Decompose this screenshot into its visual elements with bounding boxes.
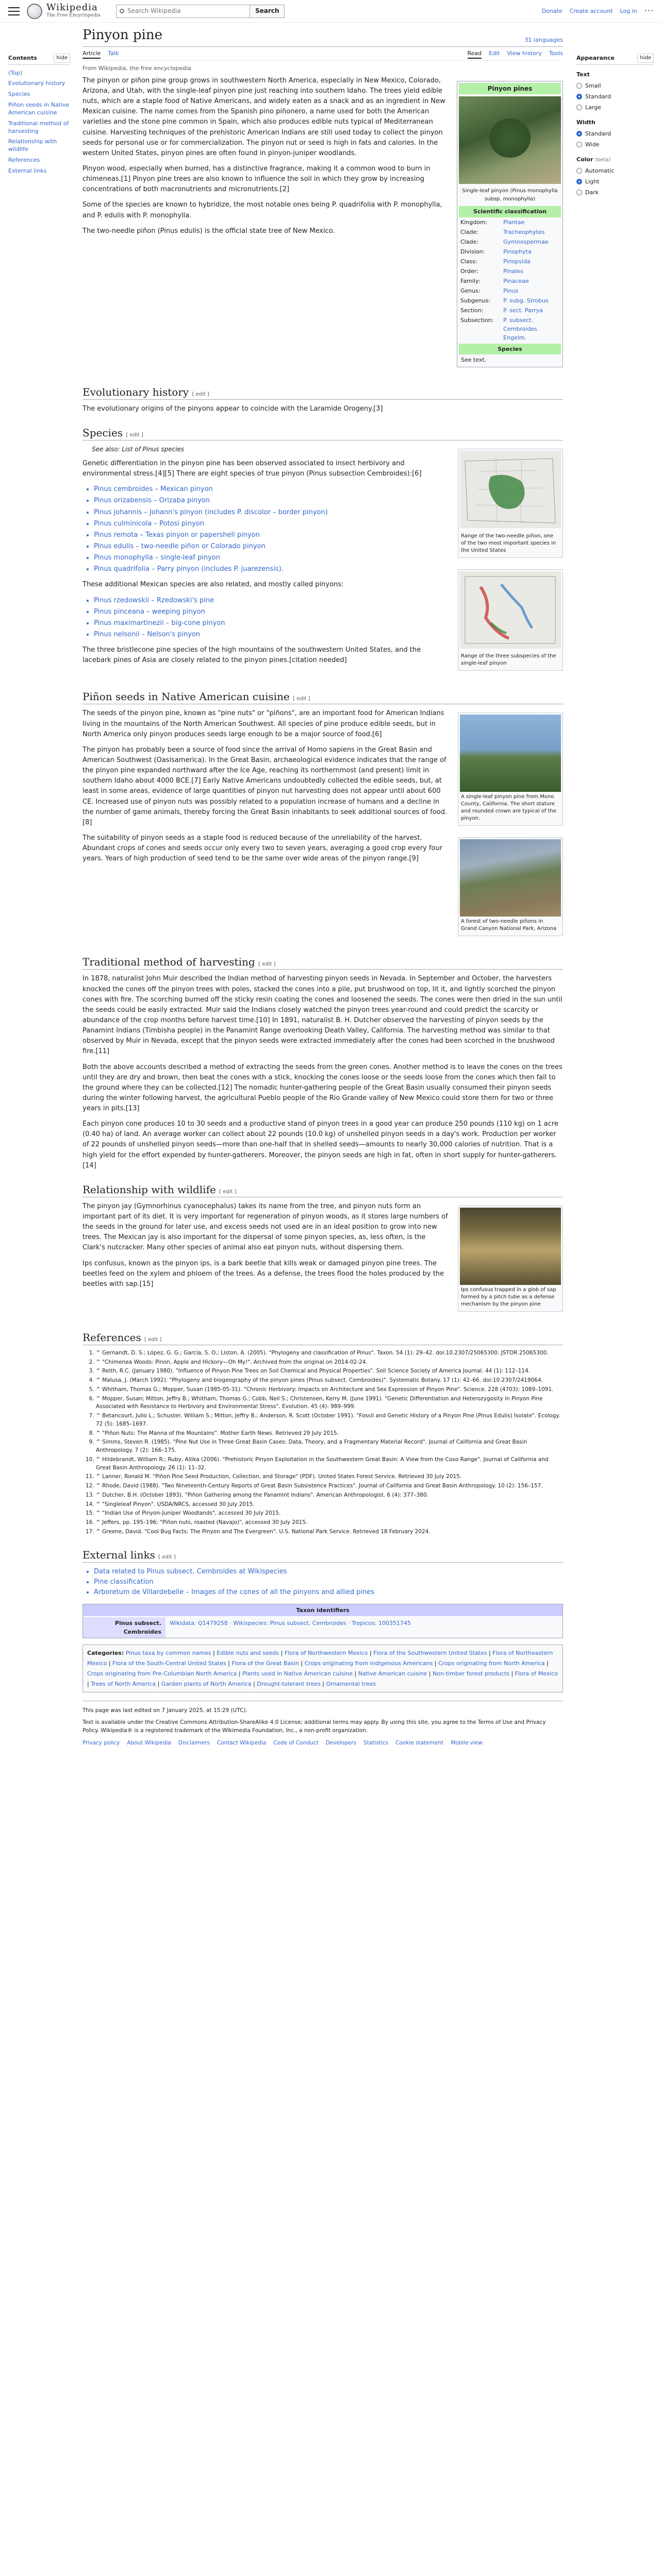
infobox-value[interactable]: Plantae (503, 218, 525, 226)
edit-section-link[interactable]: [ edit ] (219, 1189, 237, 1195)
figure-caption: Range of the two-needle piñon, one of the two most important species in the United States (461, 533, 556, 553)
wildlife-paragraph-1: The pinyon jay (Gymnorhinus cyanocephalus) takes its name from the tree, and pinyon nuts form an important part of its diet. It is very important for regeneration of pinyon woods, as it stores large numbers of the seeds in the ground for later use, and excess seeds not used are in an ideal position to grow into new trees. The Mexican jay is also important for the dispersal of some pinyon species, as, less often, is the Clark's nutcracker. Many other species of animal also eat pinyon nuts, without dispersing them. (82, 1202, 448, 1252)
infobox-row (459, 266, 561, 276)
search-form (116, 5, 285, 18)
radio-label: Large (585, 104, 601, 111)
edit-section-link[interactable]: [ edit ] (158, 1554, 176, 1560)
infobox-value[interactable]: Pinaceae (503, 277, 529, 284)
toc-title: Contents (8, 55, 37, 62)
list-item[interactable]: • Pinus johannis – Johann's pinyon (includes P. discolor – border pinyon) (94, 507, 563, 518)
heading-external-links (82, 1548, 563, 1563)
appearance-header (576, 54, 654, 65)
infobox-value[interactable]: Pinopsida (503, 258, 531, 265)
infobox-key: Class: (460, 258, 477, 265)
navbox-row (83, 1616, 562, 1638)
reference-item[interactable]: 3. ^ Reith, R.C. (January 1980). "Influence of Pinyon Pine Trees on Soil Chemical and Physical Properties". Soil Science Society of America Journal. 44 (1): 112–114. (96, 1367, 563, 1376)
login-link[interactable]: Log in (620, 7, 637, 14)
title-row (82, 23, 563, 47)
radio-selected-icon (576, 94, 582, 99)
heading-text: References (82, 1331, 141, 1344)
list-item[interactable]: • Pinus maximartinezii – big-cone pinyon (94, 618, 563, 629)
page-tabs (82, 49, 563, 61)
figure-caption: Ips confusus trapped in a glob of sap formed by a pitch tube as a defense mechanism by the pinyon pine (461, 1286, 556, 1307)
toc-item-cuisine[interactable]: Piñon seeds in Native American cuisine (8, 101, 70, 116)
reference-item[interactable]: 13. ^ Dutcher, B.H. (October 1893). "Piñon Gathering among the Panamint Indians". American Anthropologist. 6 (4): 377–380. (96, 1492, 563, 1500)
beta-badge: (beta) (595, 157, 611, 163)
color-light-radio[interactable] (576, 176, 654, 187)
harvest-paragraph-3: Each pinyon cone produces 10 to 30 seeds and a productive stand of pinyon trees in a good year can produce 250 pounds (110 kg) on 1 acre (0.40 ha) of land. An average worker can collect about 22 pounds (10.0 kg) of unshelled pinyon seeds in a day's work. Production per worker of 22 pounds of unshelled pinyon seeds—more than one-half that in shelled seeds—amounts to nearly 30,000 calories of nutrition. That is a high yield for the effort expended by hunter-gatherers. Moreover, the pinyon seeds are high in fat, often in short supply for hunter-gatherers.[14] (82, 1120, 558, 1170)
infobox-value[interactable]: Pinales (503, 267, 523, 275)
toc-hide-button[interactable]: hide (54, 54, 70, 63)
logo-wordmark: Wikipedia (46, 2, 98, 13)
range-map-image[interactable] (460, 571, 561, 649)
page-footer (82, 1701, 563, 1762)
wikipedia-globe-icon[interactable] (27, 4, 42, 19)
category-link[interactable]: Drought-tolerant trees (257, 1680, 321, 1687)
appearance-panel (576, 23, 654, 1762)
from-wikipedia: From Wikipedia, the free encyclopedia (82, 64, 191, 72)
heading-evolutionary-history (82, 385, 563, 400)
infobox-key: Subsection: (460, 317, 494, 324)
edit-section-link[interactable]: [ edit ] (144, 1336, 162, 1343)
radio-label: Light (585, 178, 600, 185)
navbox-title: Taxon identifiers (83, 1604, 562, 1616)
radio-label: Wide (585, 141, 600, 148)
infobox-row (459, 247, 561, 257)
appearance-hide-button[interactable]: hide (637, 54, 654, 63)
radio-label: Automatic (585, 167, 615, 175)
infobox-value[interactable]: Tracheophytes (503, 228, 545, 235)
toc-item-top[interactable]: (Top) (8, 69, 23, 76)
heading-references (82, 1330, 563, 1345)
intro-paragraph-4: The two-needle piñon (Pinus edulis) is the official state tree of New Mexico. (82, 227, 335, 235)
heading-text: Relationship with wildlife (82, 1183, 216, 1196)
figure-caption: Range of the three subspecies of the single-leaf pinyon (461, 653, 556, 667)
table-of-contents (8, 23, 70, 1762)
navbox-value[interactable]: Wikidata: Q1479258 · Wikispecies: Pinus subsect. Cembroides · Tropicos: 100351745 (166, 1617, 562, 1638)
heading-cuisine (82, 689, 563, 704)
logo-tagline: The Free Encyclopedia (46, 12, 101, 18)
see-also-hatnote[interactable]: See also: List of Pinus species (92, 446, 185, 453)
tab-article[interactable]: Article (82, 49, 101, 59)
infobox-row (459, 237, 561, 247)
tab-edit[interactable]: Edit (489, 49, 500, 57)
tab-talk[interactable]: Talk (108, 49, 119, 57)
category-link[interactable]: Flora of the South-Central United States (112, 1660, 226, 1667)
toc-list (8, 68, 70, 177)
category-link[interactable]: Trees of North America (91, 1680, 156, 1687)
category-link[interactable]: Crops originating from indigenous Americans (304, 1660, 433, 1667)
infobox (457, 81, 563, 367)
edit-section-link[interactable]: [ edit ] (293, 696, 310, 702)
search-icon (120, 9, 124, 13)
list-item[interactable]: • Pinus orizabensis – Orizaba pinyon (94, 496, 563, 506)
edit-section-link[interactable]: [ edit ] (258, 961, 276, 968)
footer-link[interactable]: Contact Wikipedia (217, 1740, 267, 1747)
logo[interactable] (46, 3, 101, 20)
header (0, 0, 662, 23)
category-link[interactable]: Crops originating from Pre-Columbian North America (87, 1670, 237, 1677)
infobox-key: Order: (460, 267, 478, 275)
category-link[interactable]: Pinus taxa by common names (125, 1650, 211, 1657)
user-links (542, 5, 654, 18)
radio-label: Dark (585, 189, 599, 196)
infobox-key: Genus: (460, 287, 481, 294)
infobox-value[interactable]: P. sect. Parrya (503, 307, 543, 314)
pinyon-tree-photo[interactable] (460, 715, 561, 792)
footer-links (82, 1739, 563, 1747)
edit-section-link[interactable]: [ edit ] (126, 432, 143, 438)
infobox-species-heading: Species (459, 344, 561, 354)
intro-paragraph-1: The pinyon or piñon pine group grows in southwestern North America, especially in New Mexico, Colorado, Arizona, and Utah, with the single-leaf pinyon pine just reaching into southern Idaho. The trees yield edible nuts, which are a staple food of Native Americans, and widely eaten as a snack and as an ingredient in New Mexican cuisine. The name comes from the Spanish pino piñonero, a name used for both the American varieties and the stone pine common in Spain, which also produces edible nuts typical of Mediterranean cuisine. Harvesting techniques of the prehistoric American Indians are still used today to collect the pinyon seeds for personal use or for commercialization. The pinyon nut or seed is high in fats and calories. In the western United States, pinyon pines are often found in pinyon-juniper woodlands. (82, 76, 445, 157)
infobox-key: Clade: (460, 238, 478, 245)
color-automatic-radio[interactable] (576, 165, 654, 176)
list-item[interactable]: • Pinus rzedowskii – Rzedowski's pine (94, 596, 563, 606)
color-label (576, 155, 654, 164)
infobox-row (459, 315, 561, 343)
tab-tools[interactable]: Tools (549, 49, 563, 57)
heading-harvesting (82, 955, 563, 970)
license-text: Text is available under the Creative Commons Attribution-ShareAlike 4.0 License; additional terms may apply. By using this site, you agree to the Terms of Use and Privacy Policy. Wikipedia® is a registered trademark of the Wikimedia Foundation, Inc., a non-profit organization. (82, 1719, 546, 1734)
infobox-title: Pinyon pines (459, 83, 561, 95)
figure-range-map-monophylla (458, 569, 563, 671)
species-paragraph-2: These additional Mexican species are also related, and mostly called pinyons: (82, 581, 344, 589)
navbox-key: Pinus subsect. Cembroides (83, 1617, 166, 1638)
radio-selected-icon (576, 179, 582, 184)
footer-link[interactable]: Disclaimers (178, 1740, 210, 1747)
figure-range-map-edulis (458, 449, 563, 558)
infobox-row (459, 276, 561, 286)
categories-label: Categories: (87, 1650, 124, 1657)
radio-icon (576, 190, 582, 195)
reference-item[interactable]: 16. ^ Jeffers, pp. 195–196; "Piñon nuts, roasted (Navajo)", accessed 30 July 2015. (96, 1519, 563, 1527)
toc-header (8, 54, 70, 65)
list-item[interactable]: • Data related to Pinus subsect. Cembroides at Wikispecies (94, 1567, 563, 1577)
reference-item[interactable]: 17. ^ Greene, David. "Cool Bug Facts: The Pinyon and The Evergreen". U.S. National Park Service. Retrieved 18 February 2024. (96, 1528, 563, 1536)
species-paragraph-1: Genetic differentiation in the pinyon pine has been observed associated to insect herbivory and environmental stress.[4][5] There are eight species of true pinyon (Pinus subsection Cembroides):[6] (82, 459, 422, 478)
width-label: Width (576, 118, 595, 126)
width-standard-radio[interactable] (576, 128, 654, 139)
reference-item[interactable]: 11. ^ Lanner, Ronald M. "Piñon Pine Seed Production, Collection, and Storage" (PDF). United States Forest Service. Retrieved 30 July 2015. (96, 1473, 563, 1481)
infobox-key: Division: (460, 248, 485, 255)
reference-item[interactable]: 12. ^ Rhode, David (1988). "Two Nineteenth-Century Reports of Great Basin Subsistence Practices". Journal of California and Great Basin Anthropology. 10 (2): 156–157. (96, 1482, 563, 1490)
heading-text: Evolutionary history (82, 386, 189, 399)
categories-box: Categories: Pinus taxa by common names | Edible nuts and seeds | Flora of Northwestern Mexico | Flora of the Southwestern United States | Flora of Northeastern Mexico | Flora of the South-Central United States | Flora of the Great Basin | Crops originating from indigenous Americans | Crops originating from North America | Crops originating from Pre-Columbian North America | Plants used in Native American cuisine | Native American cuisine | Non-timber forest products | Flora of Mexico | Trees of North America | Garden plants of North America | Drought-tolerant trees | Ornamental trees (82, 1645, 563, 1692)
donate-link[interactable]: Donate (541, 7, 562, 14)
taxon-identifiers-navbox (82, 1604, 563, 1638)
last-edited-text: This page was last edited on 7 January 2025, at 15:29 (UTC). (82, 1707, 247, 1714)
wildlife-section (82, 1182, 563, 1319)
category-link[interactable]: Non-timber forest products (433, 1670, 510, 1677)
figure-caption: A forest of two-needle piñons in Grand Canyon National Park, Arizona (461, 919, 557, 932)
list-item[interactable]: • Arboretum de Villardebelle – Images of the cones of all the pinyons and allied pines (94, 1587, 563, 1598)
infobox-species-text: See text. (461, 357, 487, 364)
reference-item[interactable]: 9. ^ Simms, Steven R. (1985). "Pine Nut Use in Three Great Basin Cases: Data, Theory, and a Fragmentary Material Record". Journal of California and Great Basin Anthropology. 7 (2): 166–175. (96, 1438, 563, 1455)
toc-item-external-links[interactable]: External links (8, 167, 47, 174)
appearance-title: Appearance (576, 55, 615, 61)
list-item[interactable]: • Pinus pinceana – weeping pinyon (94, 607, 563, 617)
page-title: Pinyon pine (82, 27, 162, 43)
category-link[interactable]: Flora of the Great Basin (231, 1660, 300, 1667)
species-section (82, 426, 563, 678)
list-item[interactable]: • Pine classification (94, 1577, 563, 1587)
infobox-classification-table (459, 217, 561, 343)
infobox-image[interactable] (459, 96, 561, 184)
radio-selected-icon (576, 131, 582, 137)
list-item[interactable]: • Pinus quadrifolia – Parry pinyon (includes P. juarezensis). (94, 564, 563, 574)
main-menu-icon[interactable] (8, 7, 20, 15)
infobox-key: Kingdom: (460, 218, 488, 226)
intro-paragraph-2: Pinyon wood, especially when burned, has a distinctive fragrance, making it a common wood to burn in chimeneas.[1] Pinyon pine trees are also known to influence the soil in which they grow by increasing concentrations of both macronutrients and micronutrients.[2] (82, 165, 431, 194)
list-item[interactable]: • Pinus remota – Texas pinyon or papershell pinyon (94, 530, 563, 540)
radio-label: Small (585, 82, 601, 89)
color-label-text: Color (576, 156, 593, 163)
harvest-paragraph-1: In 1878, naturalist John Muir described the Indian method of harvesting pinyon seeds in Nevada. In September and October, the harvesters knocked the cones off the pinyon trees with poles, stacked the cones into a pile, put brushwood on top, lit it, and lightly scorched the pinyon cones with fire. The scorching burned off the sticky resin coating the cones and loosened the seeds. The cones were then dried in the sun until the seeds could be easily extracted. Muir said the Indians closely watched the pinyon trees year-round and could predict the scarcity or abundance of the crop months before harvest time.[10] In 1891, naturalist B. H. Dutcher observed the harvesting of pinyon seeds by the Panamint Indians (Timbisha people) in the Panamint Range overlooking Death Valley, California. The harvesting method was similar to that observed by Muir in Nevada, except that the pinyon seeds were extracted immediately after the cones had been scorched in the brushwood fire.[11] (82, 975, 562, 1056)
infobox-value[interactable]: P. subg. Strobus (503, 297, 549, 304)
category-link[interactable]: Flora of the Southwestern United States (373, 1650, 487, 1657)
list-item[interactable]: • Pinus nelsonii – Nelson's pinyon (94, 630, 563, 640)
infobox-value[interactable]: P. subsect. Cembroides Engelm. (503, 317, 537, 342)
reference-item[interactable]: 10. ^ Hildebrandt, William R.; Ruby, Allika (2006). "Prehistoric Pinyon Exploitation in the Southwestern Great Basin: A View from the Coso Range". Journal of California and Great Basin Anthropology. 26 (1): 11–32. (96, 1456, 563, 1472)
footer-link[interactable]: Statistics (363, 1740, 389, 1747)
infobox-row (459, 296, 561, 306)
heading-species (82, 426, 563, 440)
evolution-paragraph: The evolutionary origins of the pinyons appear to coincide with the Laramide Orogeny.[3] (82, 405, 383, 413)
search-input[interactable] (116, 5, 250, 18)
cuisine-paragraph-1: The seeds of the pinyon pine, known as "pine nuts" or "piñons", are an important food for American Indians living in the mountains of the North American Southwest. All species of pine produce edible seeds, but in North America only pinyon produces seeds large enough to be a major source of food.[6] (82, 709, 444, 738)
text-size-small-radio[interactable] (576, 80, 654, 91)
infobox-value[interactable]: Gymnospermae (503, 238, 549, 245)
infobox-row (459, 286, 561, 296)
footer-link[interactable]: Code of Conduct (273, 1740, 319, 1747)
infobox-caption: Single-leaf pinyon (Pinus monophylla subsp. monophylla) (462, 188, 558, 202)
cuisine-section (82, 689, 563, 943)
infobox-value[interactable]: Pinophyta (503, 248, 532, 255)
footer-link[interactable]: About Wikipedia (127, 1740, 171, 1747)
figure-ips-confusus (458, 1206, 563, 1312)
infobox-key: Section: (460, 307, 484, 314)
footer-link[interactable]: Mobile view (451, 1740, 483, 1747)
heading-text: Species (82, 427, 123, 439)
footer-link[interactable]: Developers (325, 1740, 357, 1747)
category-link[interactable]: Ornamental trees (326, 1680, 376, 1687)
reference-item[interactable]: 14. ^ "Singleleaf Pinyon". USDA/NRCS, accessed 30 July 2015. (96, 1501, 563, 1509)
range-map-image[interactable] (460, 451, 561, 528)
search-button[interactable]: Search (250, 5, 285, 18)
category-link[interactable]: Crops originating from North America (438, 1660, 545, 1667)
category-link[interactable]: Garden plants of North America (161, 1680, 252, 1687)
reference-item[interactable]: 15. ^ "Indian Use of Pinyon-Juniper Woodlands", accessed 30 July 2015. (96, 1510, 563, 1518)
infobox-key: Family: (460, 277, 481, 284)
edit-section-link[interactable]: [ edit ] (192, 392, 209, 398)
category-link[interactable]: Flora of Northeastern Mexico (87, 1650, 553, 1667)
beetle-photo[interactable] (460, 1208, 561, 1285)
tab-view-history[interactable]: View history (507, 49, 542, 57)
color-dark-radio[interactable] (576, 187, 654, 198)
list-item[interactable]: • Pinus edulis – two-needle piñon or Colorado pinyon (94, 541, 563, 552)
reference-item[interactable]: 7. ^ Betancourt, Julio L.; Schuster, William S.; Mitton, Jeffry B.; Anderson, R. Scott (October 1991). "Fossil and Genetic History of a Pinyon Pine (Pinus Edulis) Isolate". Ecology. 72 (5): 1685–1697. (96, 1412, 563, 1429)
infobox-classification-heading: Scientific classification (459, 206, 561, 217)
toc-item-species[interactable]: Species (8, 91, 30, 98)
external-links-list (82, 1567, 563, 1598)
radio-icon (576, 168, 582, 174)
infobox-row (459, 306, 561, 315)
infobox-key: Subgenus: (460, 297, 491, 304)
infobox-row (459, 257, 561, 266)
footer-link[interactable]: Privacy policy (82, 1740, 120, 1747)
tab-read[interactable]: Read (468, 49, 482, 59)
cuisine-paragraph-3: The suitability of pinyon seeds as a staple food is reduced because of the unreliability of the harvest. Abundant crops of cones and seeds occur only every two to seven years, averaging a good crop every four years. Years of high production of seed tend to be the same over wide areas of the pinyon range.[9] (82, 834, 442, 863)
infobox-row (459, 217, 561, 227)
text-size-large-radio[interactable] (576, 102, 654, 113)
species-paragraph-3: The three bristlecone pine species of the high mountains of the southwestern United States, and the lacebark pines of Asia are closely related to the pinyon pines.[citation needed] (82, 646, 421, 665)
width-wide-radio[interactable] (576, 139, 654, 150)
radio-icon (576, 142, 582, 147)
toc-item-wildlife[interactable]: Relationship with wildlife (8, 138, 57, 153)
search-placeholder: Search Wikipedia (127, 7, 181, 15)
radio-label: Standard (585, 93, 611, 100)
languages-button[interactable]: 31 languages (524, 36, 563, 43)
radio-icon (576, 105, 582, 110)
figure-caption: A single-leaf pinyon pine from Mono County, California. The short stature and rounded crown are typical of the pinyon. (461, 794, 557, 822)
text-size-label: Text (576, 71, 590, 78)
infobox-value[interactable]: Pinus (503, 287, 519, 294)
figure-single-leaf-pinyon (458, 713, 563, 826)
reference-item[interactable]: 2. ^ "Chimenea Woods: Pinon, Apple and Hickory—Oh My!". Archived from the original on 2014-02-24. (96, 1359, 563, 1367)
list-item[interactable]: • Pinus cembroides – Mexican pinyon (94, 484, 563, 495)
reference-item[interactable]: 1. ^ Gernandt, D. S.; López, G. G.; García, S. O.; Liston, A. (2005). "Phylogeny and classification of Pinus". Taxon. 54 (1): 29–42. doi:10.2307/25065300. JSTOR 25065300. (96, 1349, 563, 1358)
wildlife-paragraph-2: Ips confusus, known as the pinyon ips, is a bark beetle that kills weak or damaged pinyon pine trees. The beetles feed on the xylem and phloem of the trees. As a defense, the trees flood the holes produced by the beetles with sap.[15] (82, 1259, 444, 1288)
heading-text: External links (82, 1548, 155, 1561)
category-link[interactable]: Native American cuisine (358, 1670, 427, 1677)
category-link[interactable]: Plants used in Native American cuisine (242, 1670, 353, 1677)
heading-text: Traditional method of harvesting (82, 956, 255, 969)
heading-text: Piñon seeds in Native American cuisine (82, 690, 290, 703)
list-item[interactable]: • Pinus monophylla – single-leaf pinyon (94, 553, 563, 563)
reference-item[interactable]: 6. ^ Mopper, Susan; Mitton, Jeffry B.; Whitham, Thomas G.; Cobb, Neil S.; Christensen, Kerry M. (June 1991). "Genetic Differentiation and Heterozygosity in Pinyon Pine Associated with Resistance to Herbivory and Environmental Stress". Evolution. 45 (4): 989–999. (96, 1395, 563, 1412)
list-item[interactable]: • Pinus culminicola – Potosi pinyon (94, 519, 563, 529)
pinyon-forest-photo[interactable] (460, 839, 561, 917)
reference-item[interactable]: 4. ^ Malusa, J. (March 1992). "Phylogeny and biogeography of the pinyon pines (Pinus subsect. Cembroides)". Systematic Botany. 17 (1): 42–66. doi:10.2307/2419064. (96, 1377, 563, 1385)
category-link[interactable]: Edible nuts and seeds (217, 1650, 279, 1657)
category-link[interactable]: Flora of Northwestern Mexico (284, 1650, 368, 1657)
intro-paragraph-3: Some of the species are known to hybridize, the most notable ones being P. quadrifolia with P. monophylla, and P. edulis with P. monophylla. (82, 201, 442, 219)
category-link[interactable]: Flora of Mexico (515, 1670, 558, 1677)
intro-section (82, 76, 563, 374)
cuisine-paragraph-2: The pinyon has probably been a source of food since the arrival of Homo sapiens in the Great Basin and American Southwest (Oasisamerica). In the Great Basin, archaeological evidence indicates that the range of the pinyon pine expanded northward after the Ice Age, reaching its northernmost (and present) limit in southern Idaho about 4000 BCE.[7] Early Native Americans undoubtedly collected the edible seeds, but, at least in some areas, evidence of large quantities of pinyon nut harvesting does not appear until about 600 CE. Increased use of pinyon nuts was possibly related to a population increase of humans and a decline in the number of game animals, thereby forcing the Great Basin inhabitants to seek additional sources of food.[8] (82, 745, 448, 826)
figure-pinyon-forest (458, 837, 563, 936)
references-list (82, 1349, 563, 1536)
more-options-icon[interactable]: ··· (644, 6, 654, 16)
reference-item[interactable]: 8. ^ "Piñon Nuts: The Manna of the Mountains". Mother Earth News. Retrieved 29 July 2015. (96, 1430, 563, 1438)
reference-item[interactable]: 5. ^ Whitham, Thomas G.; Mopper, Susan (1985-05-31). "Chronic Herbivory: Impacts on Architecture and Sex Expression of Pinyon Pine". Science. 228 (4703): 1089–1091. (96, 1386, 563, 1394)
article (70, 23, 576, 1762)
create-account-link[interactable]: Create account (569, 7, 613, 14)
infobox-row (459, 227, 561, 237)
harvest-paragraph-2: Both the above accounts described a method of extracting the seeds from the green cones. Another method is to leave the cones on the trees until they are dry and brown, then beat the cones with a stick, knocking the cones loose or the seeds loose from the cones which then fall to the ground where they can be collected.[12] The nomadic hunter-gathering people of the Great Basin usually consumed their pinyon seeds during the winter following harvest, the agricultural Pueblo people of the Rio Grande valley of New Mexico could store them for two or three years in pits.[13] (82, 1063, 562, 1113)
radio-icon (576, 83, 582, 89)
heading-wildlife (82, 1182, 563, 1197)
toc-item-references[interactable]: References (8, 157, 40, 164)
footer-link[interactable]: Cookie statement (395, 1740, 444, 1747)
infobox-key: Clade: (460, 228, 478, 235)
toc-item-harvesting[interactable]: Traditional method of harvesting (8, 120, 69, 134)
radio-label: Standard (585, 130, 611, 137)
text-size-standard-radio[interactable] (576, 91, 654, 102)
toc-item-evolutionary-history[interactable]: Evolutionary history (8, 80, 65, 87)
